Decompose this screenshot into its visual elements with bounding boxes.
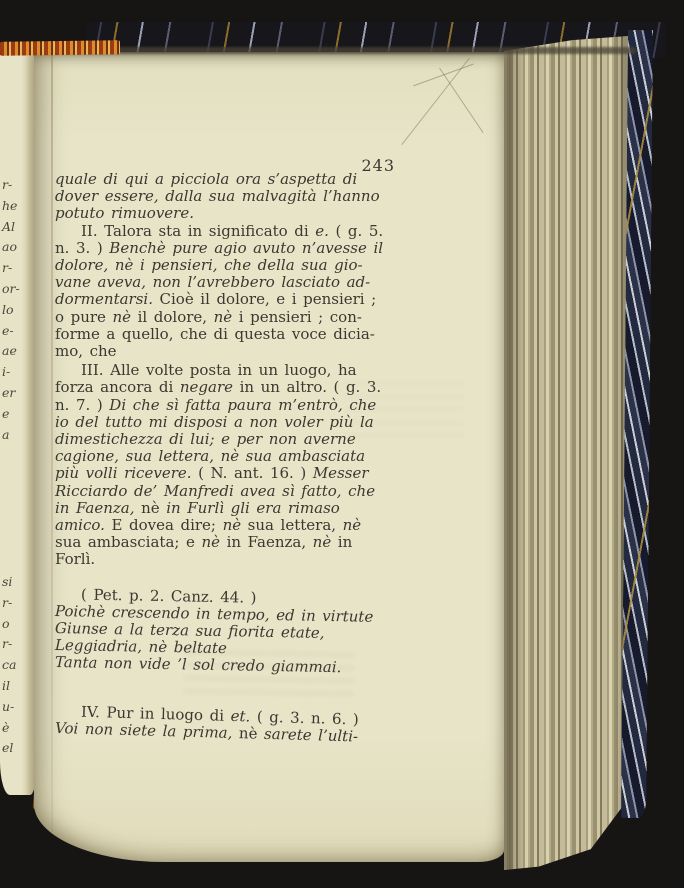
text-line <box>55 500 395 517</box>
text-line <box>55 257 395 274</box>
text-segment: o pure <box>55 307 113 326</box>
text-line <box>55 291 395 308</box>
text-segment: nè <box>213 307 233 326</box>
text-line <box>55 431 395 448</box>
text-segment: II. Talora sta in significato di <box>81 221 316 240</box>
facing-page-edge <box>0 55 36 795</box>
text-segment: gli era rimaso <box>224 498 340 517</box>
text-line <box>55 379 395 396</box>
text-line <box>55 274 395 291</box>
text-segment: amico. <box>55 516 105 535</box>
text-segment: n. 7. ) <box>55 395 110 414</box>
text-segment: potuto rimuovere. <box>55 204 194 223</box>
page-top-edge-shadow <box>30 47 636 54</box>
edge-text-fragment: a <box>2 426 10 442</box>
page-number: 243 <box>361 156 395 175</box>
text-segment: e. <box>315 221 329 240</box>
text-segment: in Faenza, <box>220 533 313 552</box>
fold-crease-mark <box>439 68 483 133</box>
fold-crease-mark <box>413 64 473 87</box>
text-line <box>55 517 395 534</box>
text-line <box>55 205 395 222</box>
fore-edge-pages <box>504 36 628 870</box>
text-segment: Messer <box>312 464 369 483</box>
text-segment: cagione, sua lettera, nè sua ambasciata <box>55 447 366 466</box>
text-line <box>55 551 395 568</box>
edge-text-fragment: è <box>2 719 10 735</box>
text-segment: Poichè crescendo in tempo, ed in virtute <box>54 601 374 626</box>
text-line <box>55 362 395 379</box>
text-line <box>55 326 395 343</box>
text-line <box>55 465 395 482</box>
text-segment: sua ambasciata; e <box>55 533 202 552</box>
text-segment: ( N. ant. 16. ) <box>191 464 313 483</box>
text-segment: i pensieri ; con- <box>232 307 362 326</box>
text-segment: nè <box>201 533 221 552</box>
text-line <box>55 397 395 414</box>
book-page <box>34 52 504 862</box>
text-line <box>55 343 395 360</box>
edge-text-fragment: e <box>2 405 10 421</box>
text-segment: Forlì. <box>55 550 96 569</box>
text-line <box>55 223 395 240</box>
edge-text-fragment: r- <box>2 260 13 276</box>
text-segment: il dolore, <box>131 307 214 326</box>
edge-text-fragment: u- <box>2 698 15 714</box>
text-segment: sarete l’ulti- <box>263 724 359 746</box>
text-segment: Voi non siete la prima, <box>54 718 240 743</box>
text-segment: sua lettera, <box>241 516 343 535</box>
text-segment: in <box>331 533 353 552</box>
text-segment: ( g. 5. <box>328 221 384 240</box>
text-segment: Cioè il dolore, e i pensieri ; <box>152 290 377 309</box>
text-segment: Benchè pure agio avuto n’avesse il <box>109 238 384 257</box>
text-segment: negare <box>179 378 233 397</box>
text-segment: Giunse a la terza sua fiorita etate, <box>54 619 325 643</box>
edge-text-fragment: er <box>2 384 16 400</box>
text-line <box>55 240 395 257</box>
text-segment: mo, che <box>55 342 117 361</box>
page-text <box>54 170 395 746</box>
text-segment: forme a quello, che di questa voce dicia- <box>55 324 375 343</box>
text-segment: IV. Pur in luogo di <box>80 702 231 725</box>
text-segment: dimestichezza di lui; e per non averne <box>55 430 356 449</box>
text-segment: forza ancora di <box>55 378 180 397</box>
text-segment: dormentarsi. <box>55 290 153 309</box>
text-line <box>55 534 395 551</box>
text-line <box>55 188 395 205</box>
facing-page-text-fragments-upper <box>2 175 30 445</box>
text-segment: III. Alle volte posta in un luogo, ha <box>81 361 357 380</box>
text-segment: dover essere, dalla sua malvagità l’hanno <box>55 187 380 206</box>
text-segment: vane aveva, non l’avrebbero lasciato ad- <box>55 273 371 292</box>
text-segment: più volli ricevere. <box>55 464 192 483</box>
edge-text-fragment: ao <box>2 239 17 255</box>
text-segment: in un altro. ( g. 3. <box>233 378 382 397</box>
edge-text-fragment: or- <box>2 280 20 296</box>
text-segment: nè <box>312 533 332 552</box>
text-line <box>55 414 395 431</box>
text-segment: Leggiadria, nè beltate <box>54 636 228 658</box>
text-segment: Tanta non vide ’l sol credo giammai. <box>54 653 342 677</box>
edge-text-fragment: r- <box>2 594 13 610</box>
text-line <box>55 448 395 465</box>
edge-text-fragment: e- <box>2 322 14 338</box>
spine-headband <box>0 40 120 55</box>
edge-text-fragment: el <box>2 740 14 756</box>
edge-text-fragment: il <box>2 677 10 693</box>
text-segment: dolore, nè i pensieri, che della sua gio- <box>55 256 363 275</box>
edge-text-fragment: he <box>2 197 18 213</box>
edge-text-fragment: ae <box>2 343 17 359</box>
text-segment: nè <box>134 498 167 517</box>
text-segment: E dovea dire; <box>104 516 223 535</box>
text-segment: nè <box>222 516 242 535</box>
text-segment: nè <box>112 307 132 326</box>
text-segment: quale di qui a picciola ora s’aspetta di <box>55 170 358 188</box>
edge-text-fragment: si <box>2 574 13 589</box>
edge-text-fragment: i- <box>2 364 11 380</box>
text-segment: et. <box>230 706 251 726</box>
text-line <box>55 309 395 326</box>
text-segment: ( g. 3. n. 6. ) <box>250 707 360 729</box>
facing-page-text-fragments-lower <box>2 572 30 759</box>
text-line <box>55 483 395 500</box>
edge-text-fragment: lo <box>2 301 14 317</box>
edge-text-fragment: o <box>2 615 10 631</box>
edge-text-fragment: Al <box>2 218 16 234</box>
text-segment: nè <box>342 516 362 535</box>
edge-text-fragment: r- <box>2 636 13 652</box>
text-segment: Ricciardo de’ Manfredi avea sì fatto, che <box>55 481 376 500</box>
gutter-crease <box>51 54 53 832</box>
text-segment: io del tutto mi disposi a non voler più la <box>55 412 374 431</box>
text-line <box>55 171 395 188</box>
edge-text-fragment: r- <box>2 177 13 192</box>
text-segment: in Furlì <box>166 498 225 517</box>
text-segment: n. 3. ) <box>55 238 110 257</box>
edge-text-fragment: ca <box>2 657 17 673</box>
text-segment: in Faenza, <box>55 498 135 517</box>
fold-crease-mark <box>401 58 470 145</box>
text-segment: nè <box>238 724 265 743</box>
text-segment: ( Pet. p. 2. Canz. 44. ) <box>80 585 257 607</box>
text-segment: Di che sì fatta paura m’entrò, che <box>109 395 377 414</box>
